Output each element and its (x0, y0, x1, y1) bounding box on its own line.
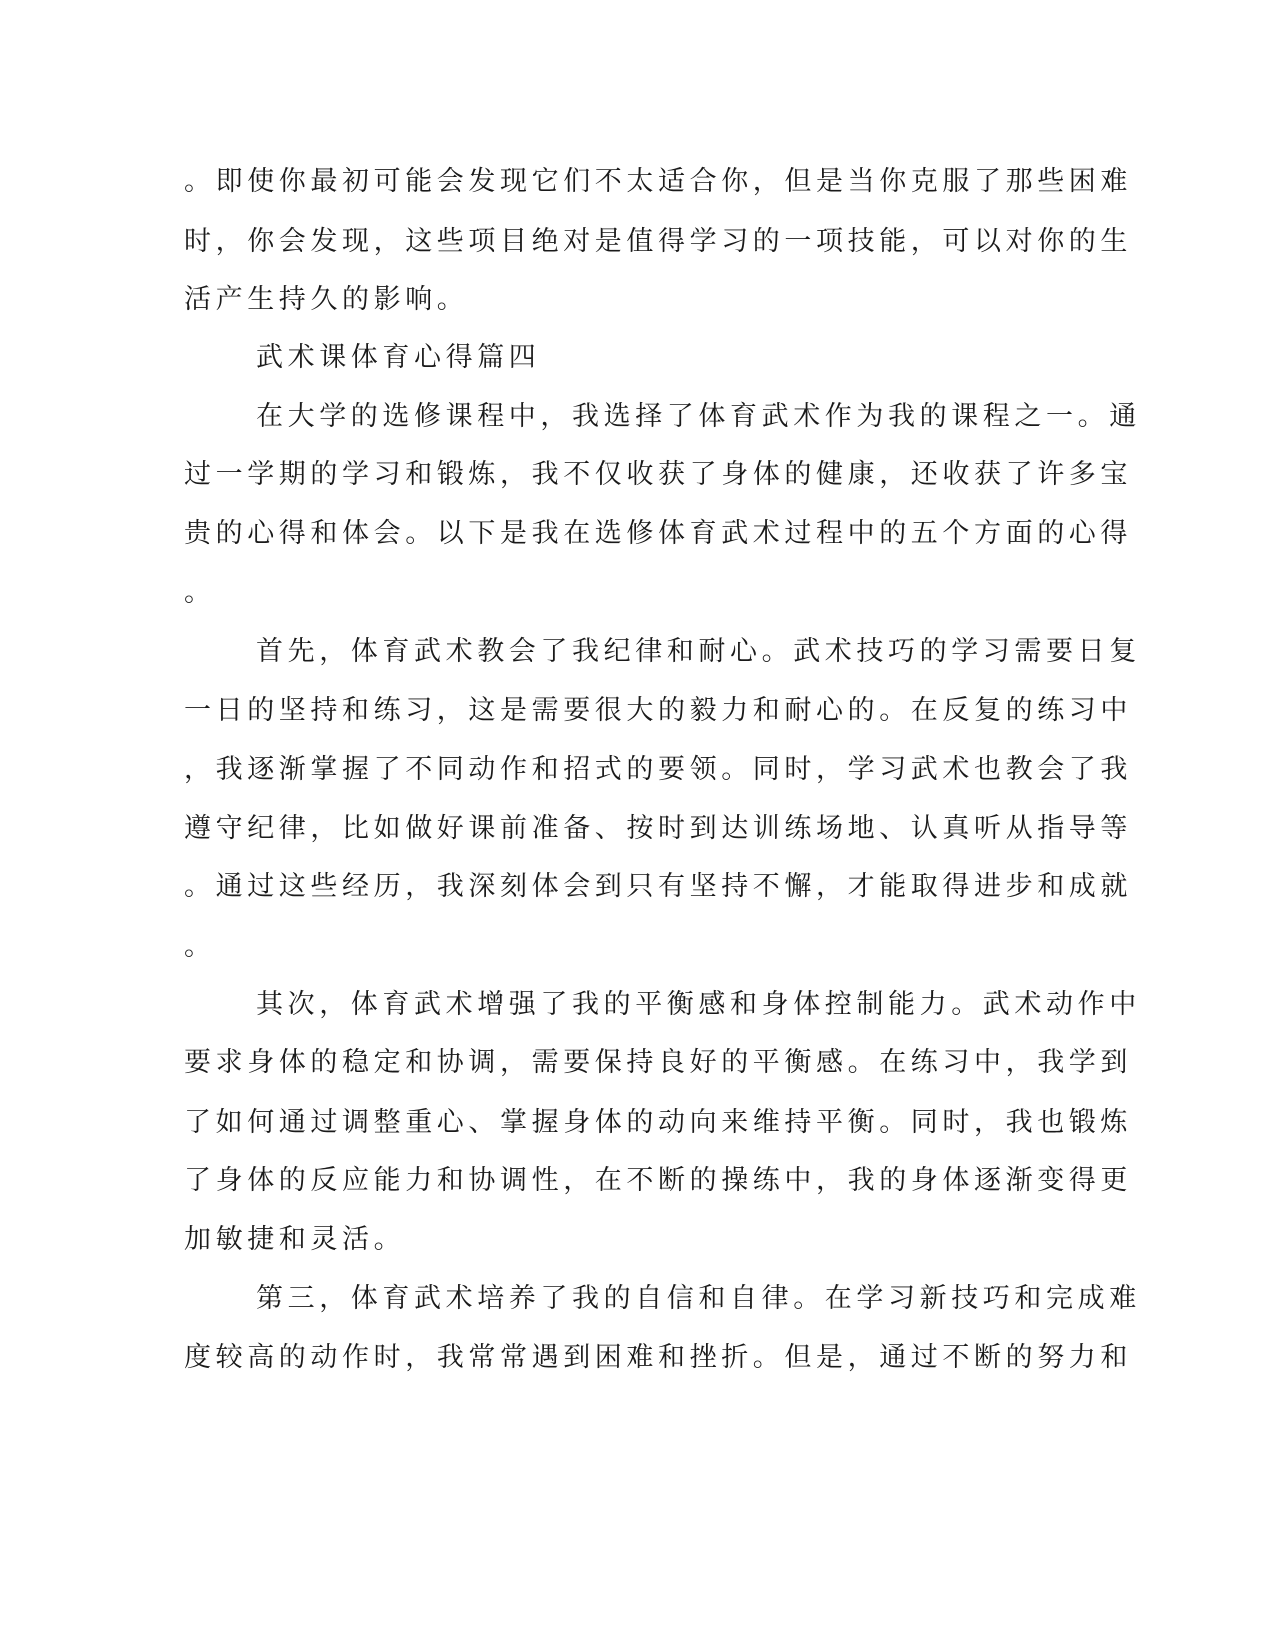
paragraph-line: ，我逐渐掌握了不同动作和招式的要领。同时，学习武术也教会了我 (184, 754, 1132, 785)
paragraph-line: 贵的心得和体会。以下是我在选修体育武术过程中的五个方面的心得 (184, 518, 1132, 549)
paragraph-line: 遵守纪律，比如做好课前准备、按时到达训练场地、认真听从指导等 (184, 813, 1132, 844)
paragraph-line: 。 (184, 577, 216, 608)
section-heading: 武术课体育心得篇四 (256, 342, 541, 373)
paragraph-line: 第三，体育武术培养了我的自信和自律。在学习新技巧和完成难 (256, 1283, 1141, 1314)
paragraph-line: 一日的坚持和练习，这是需要很大的毅力和耐心的。在反复的练习中 (184, 695, 1132, 726)
paragraph-line: 时，你会发现，这些项目绝对是值得学习的一项技能，可以对你的生 (184, 226, 1132, 257)
paragraph-line: 。即使你最初可能会发现它们不太适合你，但是当你克服了那些困难 (184, 166, 1132, 197)
paragraph-line: 。通过这些经历，我深刻体会到只有坚持不懈，才能取得进步和成就 (184, 871, 1132, 902)
paragraph-line: 活产生持久的影响。 (184, 284, 469, 315)
paragraph-line: 。 (184, 931, 216, 962)
paragraph-line: 要求身体的稳定和协调，需要保持良好的平衡感。在练习中，我学到 (184, 1047, 1132, 1078)
paragraph-line: 度较高的动作时，我常常遇到困难和挫折。但是，通过不断的努力和 (184, 1342, 1132, 1373)
paragraph-line: 其次，体育武术增强了我的平衡感和身体控制能力。武术动作中 (256, 989, 1141, 1020)
paragraph-line: 首先，体育武术教会了我纪律和耐心。武术技巧的学习需要日复 (256, 636, 1141, 667)
paragraph-line: 在大学的选修课程中，我选择了体育武术作为我的课程之一。通 (256, 401, 1141, 432)
paragraph-line: 了身体的反应能力和协调性，在不断的操练中，我的身体逐渐变得更 (184, 1165, 1132, 1196)
paragraph-line: 了如何通过调整重心、掌握身体的动向来维持平衡。同时，我也锻炼 (184, 1107, 1132, 1138)
paragraph-line: 加敏捷和灵活。 (184, 1224, 406, 1255)
paragraph-line: 过一学期的学习和锻炼，我不仅收获了身体的健康，还收获了许多宝 (184, 459, 1132, 490)
